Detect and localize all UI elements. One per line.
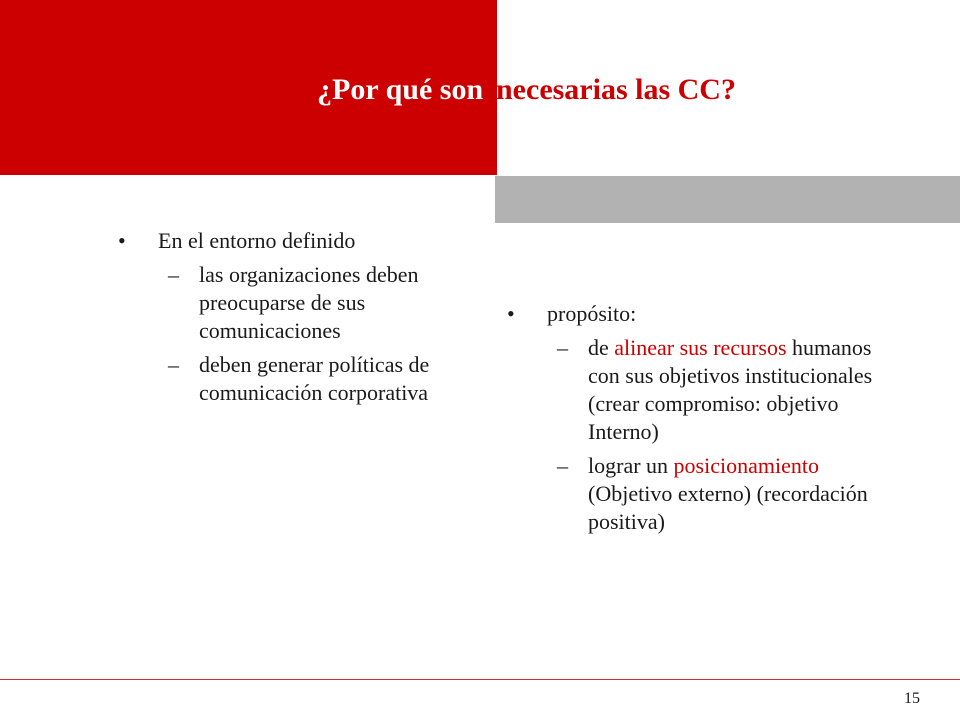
bullet-text: propósito: [547, 301, 637, 326]
bullet-dot: • [507, 301, 515, 326]
left-column [118, 227, 448, 413]
sub-item-suffix: humanos con sus objetivos institucionales (crear compromiso: objetivo Interno) [588, 335, 873, 444]
highlighted-text: alinear sus recursos [614, 335, 787, 360]
dash-mark: – [168, 352, 179, 377]
bullet-dot: • [118, 228, 126, 253]
sub-item [547, 452, 907, 536]
sub-item-prefix: lograr un [588, 453, 674, 478]
gray-accent-band [495, 176, 960, 223]
slide-title-part-red: necesarias las CC? [496, 73, 736, 106]
highlighted-text: posicionamiento [673, 453, 819, 478]
bullet-text: En el entorno definido [158, 228, 356, 253]
slide-title-part-white: ¿Por qué son [317, 73, 484, 106]
sub-item-prefix: de [588, 335, 615, 360]
sub-item [547, 334, 907, 446]
bullet-item [507, 300, 907, 536]
sub-item-text: las organizaciones deben preocuparse de sus comunicaciones [199, 262, 419, 343]
sub-item [158, 351, 448, 407]
sub-item [158, 261, 448, 345]
sub-item-text: deben generar políticas de comunicación corporativa [199, 352, 430, 405]
dash-mark: – [168, 262, 179, 287]
dash-mark: – [557, 453, 568, 478]
right-column [507, 300, 907, 542]
dash-mark: – [557, 335, 568, 360]
sub-item-suffix: (Objetivo externo) (recordación positiva) [588, 481, 868, 534]
bullet-item [118, 227, 448, 407]
footer-divider [0, 679, 960, 680]
sub-list [547, 334, 907, 536]
page-number: 15 [904, 690, 920, 707]
sub-list [158, 261, 448, 407]
